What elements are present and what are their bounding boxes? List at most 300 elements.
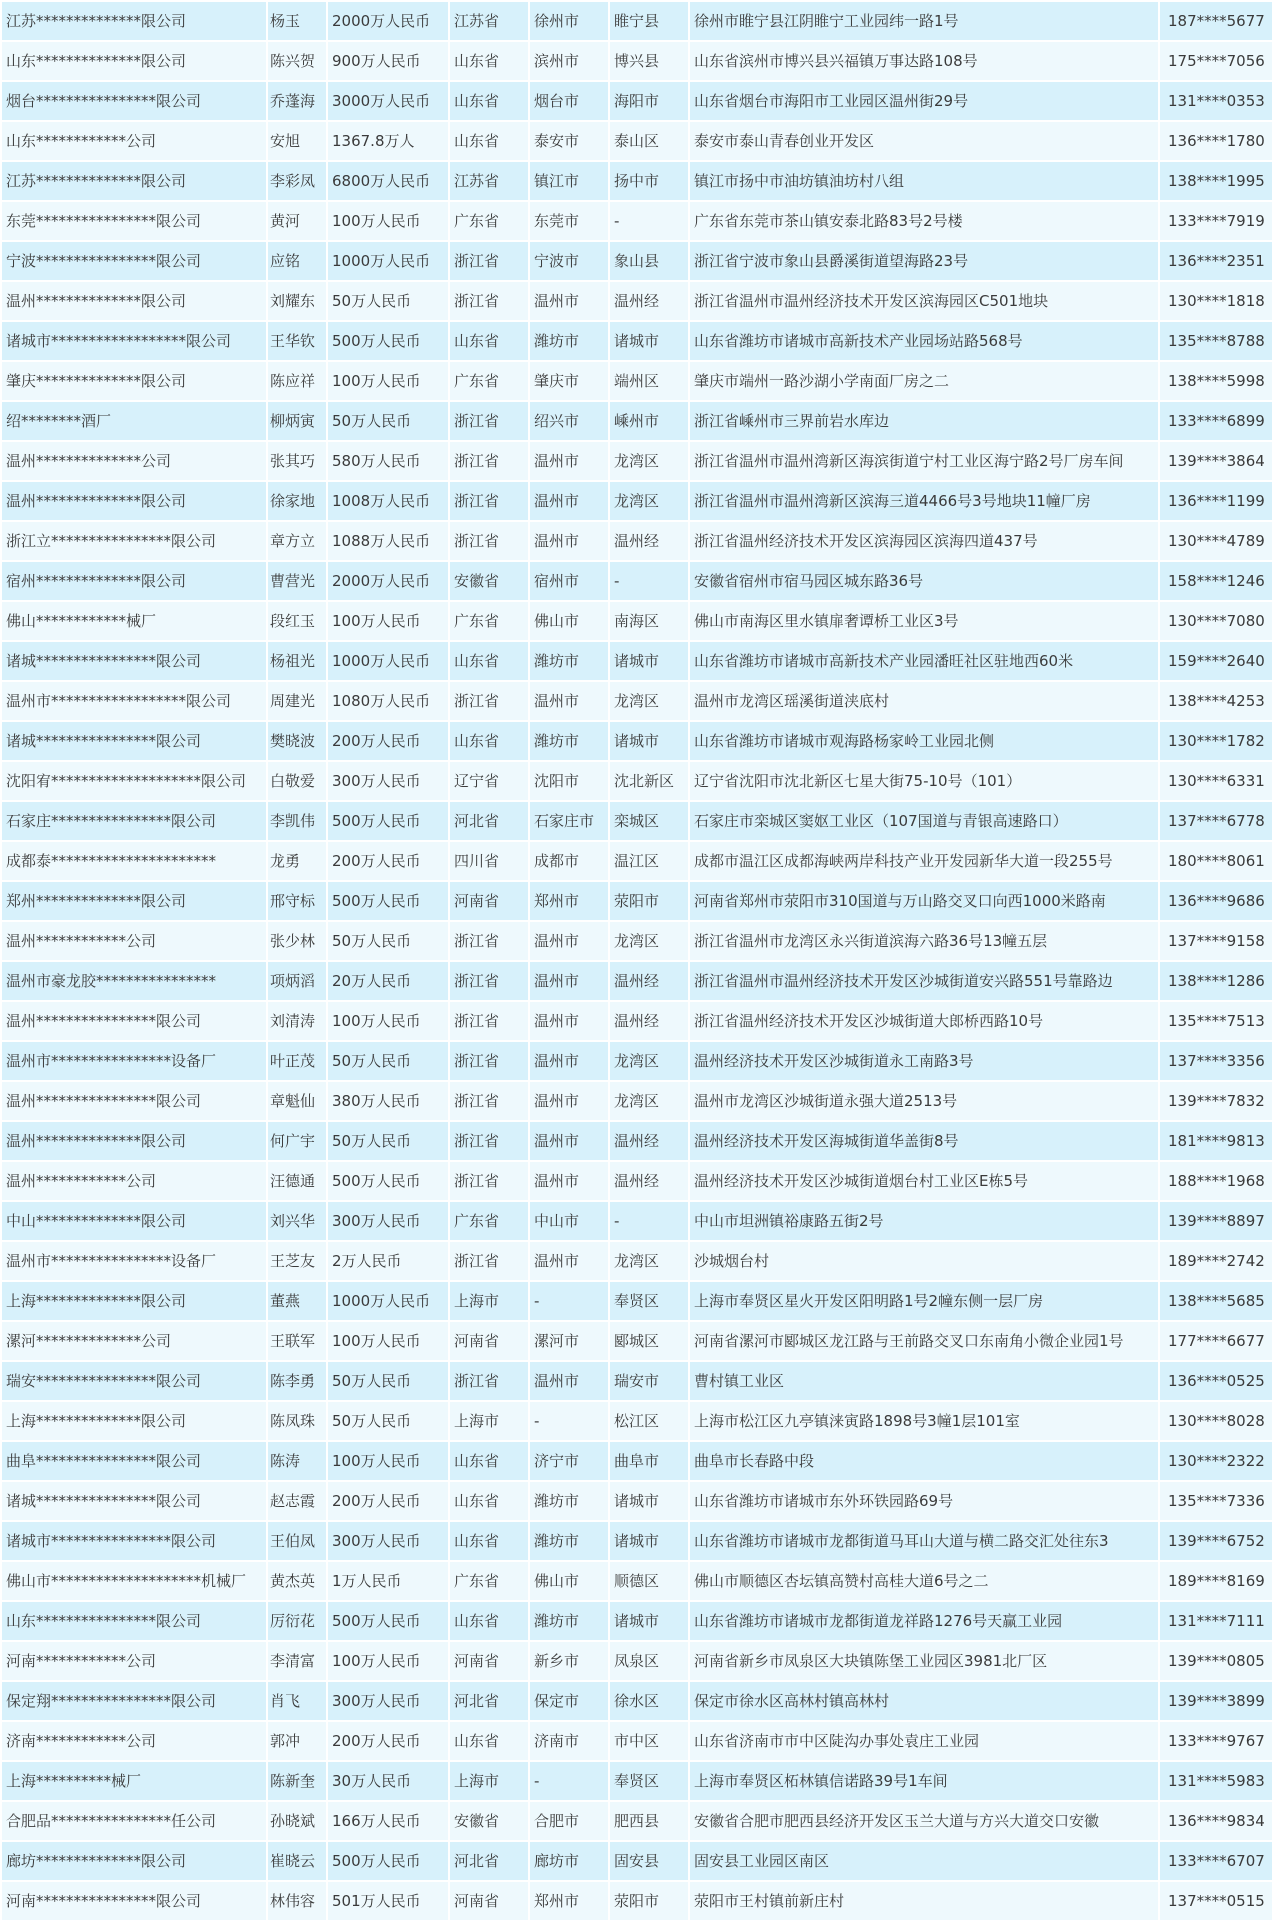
legal-rep-cell: 厉衍花 <box>267 1601 327 1641</box>
legal-rep-cell: 崔晓云 <box>267 1841 327 1881</box>
district-cell: 荥阳市 <box>609 881 689 921</box>
phone-cell: 137****9158 <box>1159 921 1273 961</box>
company-name-cell: 温州**************限公司 <box>1 481 267 521</box>
company-name-cell: 温州市****************设备厂 <box>1 1041 267 1081</box>
city-cell: 泰安市 <box>529 121 609 161</box>
registered-capital-cell: 100万人民币 <box>327 201 449 241</box>
city-cell: 镇江市 <box>529 161 609 201</box>
address-cell: 山东省潍坊市诸城市龙都街道马耳山大道与横二路交汇处往东3 <box>689 1521 1159 1561</box>
company-name-cell: 东莞****************限公司 <box>1 201 267 241</box>
phone-cell: 181****9813 <box>1159 1121 1273 1161</box>
table-row <box>1 1121 1273 1161</box>
province-cell: 山东省 <box>449 641 529 681</box>
company-name-cell: 江苏**************限公司 <box>1 1 267 41</box>
province-cell: 上海市 <box>449 1401 529 1441</box>
table-row <box>1 1801 1273 1841</box>
city-cell: 温州市 <box>529 1121 609 1161</box>
phone-cell: 136****1199 <box>1159 481 1273 521</box>
table-row <box>1 1641 1273 1681</box>
phone-cell: 188****1968 <box>1159 1161 1273 1201</box>
legal-rep-cell: 林伟容 <box>267 1881 327 1921</box>
province-cell: 江苏省 <box>449 161 529 201</box>
legal-rep-cell: 杨祖光 <box>267 641 327 681</box>
registered-capital-cell: 6800万人民币 <box>327 161 449 201</box>
table-row <box>1 1441 1273 1481</box>
registered-capital-cell: 50万人民币 <box>327 401 449 441</box>
province-cell: 浙江省 <box>449 281 529 321</box>
address-cell: 浙江省嵊州市三界前岩水库边 <box>689 401 1159 441</box>
legal-rep-cell: 章方立 <box>267 521 327 561</box>
company-name-cell: 山东************公司 <box>1 121 267 161</box>
legal-rep-cell: 段红玉 <box>267 601 327 641</box>
address-cell: 安徽省合肥市肥西县经济开发区玉兰大道与方兴大道交口安徽 <box>689 1801 1159 1841</box>
city-cell: 潍坊市 <box>529 321 609 361</box>
phone-cell: 136****0525 <box>1159 1361 1273 1401</box>
district-cell: 曲阜市 <box>609 1441 689 1481</box>
address-cell: 上海市奉贤区星火开发区阳明路1号2幢东侧一层厂房 <box>689 1281 1159 1321</box>
city-cell: 成都市 <box>529 841 609 881</box>
phone-cell: 133****7919 <box>1159 201 1273 241</box>
district-cell: 荥阳市 <box>609 1881 689 1921</box>
phone-cell: 135****8788 <box>1159 321 1273 361</box>
address-cell: 广东省东莞市茶山镇安泰北路83号2号楼 <box>689 201 1159 241</box>
address-cell: 山东省潍坊市诸城市高新技术产业园场站路568号 <box>689 321 1159 361</box>
phone-cell: 139****3899 <box>1159 1681 1273 1721</box>
province-cell: 广东省 <box>449 361 529 401</box>
table-row <box>1 1681 1273 1721</box>
province-cell: 广东省 <box>449 1561 529 1601</box>
city-cell: 东莞市 <box>529 201 609 241</box>
address-cell: 河南省新乡市凤泉区大块镇陈堡工业园区3981北厂区 <box>689 1641 1159 1681</box>
province-cell: 浙江省 <box>449 961 529 1001</box>
legal-rep-cell: 陈新奎 <box>267 1761 327 1801</box>
province-cell: 浙江省 <box>449 1001 529 1041</box>
address-cell: 上海市松江区九亭镇涞寅路1898号3幢1层101室 <box>689 1401 1159 1441</box>
district-cell: 温州经 <box>609 961 689 1001</box>
registered-capital-cell: 500万人民币 <box>327 1161 449 1201</box>
company-name-cell: 河南****************限公司 <box>1 1881 267 1921</box>
province-cell: 河南省 <box>449 1321 529 1361</box>
table-row <box>1 521 1273 561</box>
table-row <box>1 481 1273 521</box>
district-cell: 顺德区 <box>609 1561 689 1601</box>
phone-cell: 139****6752 <box>1159 1521 1273 1561</box>
legal-rep-cell: 李彩凤 <box>267 161 327 201</box>
table-row <box>1 801 1273 841</box>
company-name-cell: 诸城市******************限公司 <box>1 321 267 361</box>
table-row <box>1 1721 1273 1761</box>
province-cell: 山东省 <box>449 1521 529 1561</box>
legal-rep-cell: 刘耀东 <box>267 281 327 321</box>
province-cell: 浙江省 <box>449 1041 529 1081</box>
phone-cell: 189****2742 <box>1159 1241 1273 1281</box>
company-name-cell: 烟台****************限公司 <box>1 81 267 121</box>
phone-cell: 130****2322 <box>1159 1441 1273 1481</box>
registered-capital-cell: 1000万人民币 <box>327 1281 449 1321</box>
address-cell: 浙江省温州经济技术开发区沙城街道大郎桥西路10号 <box>689 1001 1159 1041</box>
phone-cell: 139****7832 <box>1159 1081 1273 1121</box>
district-cell: 博兴县 <box>609 41 689 81</box>
address-cell: 浙江省温州经济技术开发区滨海园区滨海四道437号 <box>689 521 1159 561</box>
company-name-cell: 上海**************限公司 <box>1 1281 267 1321</box>
legal-rep-cell: 郭冲 <box>267 1721 327 1761</box>
legal-rep-cell: 叶正茂 <box>267 1041 327 1081</box>
company-name-cell: 温州************公司 <box>1 1161 267 1201</box>
legal-rep-cell: 刘兴华 <box>267 1201 327 1241</box>
company-name-cell: 诸城****************限公司 <box>1 1481 267 1521</box>
district-cell: - <box>609 201 689 241</box>
district-cell: 南海区 <box>609 601 689 641</box>
phone-cell: 130****7080 <box>1159 601 1273 641</box>
legal-rep-cell: 杨玉 <box>267 1 327 41</box>
registered-capital-cell: 2000万人民币 <box>327 1 449 41</box>
city-cell: 郑州市 <box>529 881 609 921</box>
phone-cell: 136****9834 <box>1159 1801 1273 1841</box>
phone-cell: 138****4253 <box>1159 681 1273 721</box>
phone-cell: 189****8169 <box>1159 1561 1273 1601</box>
district-cell: 扬中市 <box>609 161 689 201</box>
table-row <box>1 321 1273 361</box>
registered-capital-cell: 100万人民币 <box>327 361 449 401</box>
city-cell: 济南市 <box>529 1721 609 1761</box>
city-cell: 温州市 <box>529 1041 609 1081</box>
company-name-cell: 温州************公司 <box>1 921 267 961</box>
registered-capital-cell: 200万人民币 <box>327 721 449 761</box>
district-cell: 沈北新区 <box>609 761 689 801</box>
registered-capital-cell: 30万人民币 <box>327 1761 449 1801</box>
table-row <box>1 1001 1273 1041</box>
phone-cell: 158****1246 <box>1159 561 1273 601</box>
table-row <box>1 1841 1273 1881</box>
address-cell: 荥阳市王村镇前新庄村 <box>689 1881 1159 1921</box>
district-cell: 固安县 <box>609 1841 689 1881</box>
table-row <box>1 961 1273 1001</box>
district-cell: 龙湾区 <box>609 1241 689 1281</box>
district-cell: 睢宁县 <box>609 1 689 41</box>
city-cell: 温州市 <box>529 1001 609 1041</box>
phone-cell: 138****5998 <box>1159 361 1273 401</box>
province-cell: 浙江省 <box>449 1361 529 1401</box>
phone-cell: 130****1818 <box>1159 281 1273 321</box>
province-cell: 山东省 <box>449 41 529 81</box>
legal-rep-cell: 王伯凤 <box>267 1521 327 1561</box>
city-cell: 廊坊市 <box>529 1841 609 1881</box>
address-cell: 佛山市顺德区杏坛镇高赞村高桂大道6号之二 <box>689 1561 1159 1601</box>
legal-rep-cell: 黄杰英 <box>267 1561 327 1601</box>
registered-capital-cell: 1万人民币 <box>327 1561 449 1601</box>
city-cell: 潍坊市 <box>529 721 609 761</box>
district-cell: - <box>609 561 689 601</box>
legal-rep-cell: 徐家地 <box>267 481 327 521</box>
company-name-cell: 济南************公司 <box>1 1721 267 1761</box>
province-cell: 河南省 <box>449 1881 529 1921</box>
company-name-cell: 温州市****************设备厂 <box>1 1241 267 1281</box>
district-cell: 龙湾区 <box>609 1081 689 1121</box>
city-cell: 保定市 <box>529 1681 609 1721</box>
city-cell: 温州市 <box>529 921 609 961</box>
district-cell: 肥西县 <box>609 1801 689 1841</box>
address-cell: 曹村镇工业区 <box>689 1361 1159 1401</box>
registered-capital-cell: 900万人民币 <box>327 41 449 81</box>
legal-rep-cell: 乔蓬海 <box>267 81 327 121</box>
address-cell: 浙江省温州市温州湾新区滨海三道4466号3号地块11幢厂房 <box>689 481 1159 521</box>
company-name-cell: 合肥品****************任公司 <box>1 1801 267 1841</box>
legal-rep-cell: 陈应祥 <box>267 361 327 401</box>
address-cell: 成都市温江区成都海峡两岸科技产业开发园新华大道一段255号 <box>689 841 1159 881</box>
province-cell: 山东省 <box>449 1481 529 1521</box>
table-row <box>1 1081 1273 1121</box>
legal-rep-cell: 邢守标 <box>267 881 327 921</box>
registered-capital-cell: 100万人民币 <box>327 1641 449 1681</box>
address-cell: 河南省漯河市郾城区龙江路与王前路交叉口东南角小微企业园1号 <box>689 1321 1159 1361</box>
address-cell: 沙城烟台村 <box>689 1241 1159 1281</box>
address-cell: 浙江省温州市温州湾新区海滨街道宁村工业区海宁路2号厂房车间 <box>689 441 1159 481</box>
phone-cell: 139****8897 <box>1159 1201 1273 1241</box>
table-row <box>1 1561 1273 1601</box>
table-row <box>1 1241 1273 1281</box>
phone-cell: 136****2351 <box>1159 241 1273 281</box>
table-row <box>1 121 1273 161</box>
address-cell: 浙江省温州市温州经济技术开发区沙城街道安兴路551号靠路边 <box>689 961 1159 1001</box>
legal-rep-cell: 王联军 <box>267 1321 327 1361</box>
province-cell: 浙江省 <box>449 1241 529 1281</box>
registered-capital-cell: 500万人民币 <box>327 321 449 361</box>
registered-capital-cell: 166万人民币 <box>327 1801 449 1841</box>
address-cell: 徐州市睢宁县江阴睢宁工业园纬一路1号 <box>689 1 1159 41</box>
address-cell: 山东省潍坊市诸城市高新技术产业园潘旺社区驻地西60米 <box>689 641 1159 681</box>
phone-cell: 180****8061 <box>1159 841 1273 881</box>
registered-capital-cell: 300万人民币 <box>327 1681 449 1721</box>
phone-cell: 133****6899 <box>1159 401 1273 441</box>
address-cell: 山东省烟台市海阳市工业园区温州街29号 <box>689 81 1159 121</box>
table-row <box>1 1281 1273 1321</box>
city-cell: 中山市 <box>529 1201 609 1241</box>
company-name-cell: 沈阳宥********************限公司 <box>1 761 267 801</box>
address-cell: 河南省郑州市荥阳市310国道与万山路交叉口向西1000米路南 <box>689 881 1159 921</box>
registered-capital-cell: 3000万人民币 <box>327 81 449 121</box>
district-cell: 松江区 <box>609 1401 689 1441</box>
company-name-cell: 山东**************限公司 <box>1 41 267 81</box>
company-name-cell: 上海**********械厂 <box>1 1761 267 1801</box>
legal-rep-cell: 赵志霞 <box>267 1481 327 1521</box>
legal-rep-cell: 孙晓斌 <box>267 1801 327 1841</box>
table-row <box>1 1 1273 41</box>
company-name-cell: 肇庆**************限公司 <box>1 361 267 401</box>
company-name-cell: 温州**************限公司 <box>1 1121 267 1161</box>
address-cell: 曲阜市长春路中段 <box>689 1441 1159 1481</box>
district-cell: 龙湾区 <box>609 481 689 521</box>
registered-capital-cell: 500万人民币 <box>327 1601 449 1641</box>
table-row <box>1 1761 1273 1801</box>
company-name-cell: 诸城****************限公司 <box>1 641 267 681</box>
address-cell: 山东省济南市市中区陡沟办事处袁庄工业园 <box>689 1721 1159 1761</box>
phone-cell: 137****3356 <box>1159 1041 1273 1081</box>
district-cell: 龙湾区 <box>609 681 689 721</box>
province-cell: 河南省 <box>449 1641 529 1681</box>
district-cell: 温州经 <box>609 281 689 321</box>
phone-cell: 138****1995 <box>1159 161 1273 201</box>
company-name-cell: 上海**************限公司 <box>1 1401 267 1441</box>
district-cell: 泰山区 <box>609 121 689 161</box>
district-cell: 凤泉区 <box>609 1641 689 1681</box>
city-cell: 潍坊市 <box>529 1521 609 1561</box>
registered-capital-cell: 200万人民币 <box>327 841 449 881</box>
address-cell: 佛山市南海区里水镇扉奢谭桥工业区3号 <box>689 601 1159 641</box>
registered-capital-cell: 1008万人民币 <box>327 481 449 521</box>
company-name-cell: 山东****************限公司 <box>1 1601 267 1641</box>
registered-capital-cell: 100万人民币 <box>327 601 449 641</box>
city-cell: 温州市 <box>529 1241 609 1281</box>
table-row <box>1 161 1273 201</box>
registered-capital-cell: 500万人民币 <box>327 881 449 921</box>
phone-cell: 131****0353 <box>1159 81 1273 121</box>
address-cell: 肇庆市端州一路沙湖小学南面厂房之二 <box>689 361 1159 401</box>
phone-cell: 130****6331 <box>1159 761 1273 801</box>
district-cell: 诸城市 <box>609 1601 689 1641</box>
phone-cell: 130****4789 <box>1159 521 1273 561</box>
table-row <box>1 1601 1273 1641</box>
legal-rep-cell: 张其巧 <box>267 441 327 481</box>
company-name-cell: 诸城****************限公司 <box>1 721 267 761</box>
legal-rep-cell: 项炳滔 <box>267 961 327 1001</box>
address-cell: 浙江省温州市龙湾区永兴街道滨海六路36号13幢五层 <box>689 921 1159 961</box>
company-name-cell: 瑞安****************限公司 <box>1 1361 267 1401</box>
city-cell: 佛山市 <box>529 601 609 641</box>
province-cell: 安徽省 <box>449 1801 529 1841</box>
legal-rep-cell: 柳炳寅 <box>267 401 327 441</box>
city-cell: 温州市 <box>529 681 609 721</box>
province-cell: 浙江省 <box>449 481 529 521</box>
city-cell: 温州市 <box>529 1361 609 1401</box>
district-cell: 诸城市 <box>609 321 689 361</box>
legal-rep-cell: 陈兴贺 <box>267 41 327 81</box>
company-name-cell: 石家庄****************限公司 <box>1 801 267 841</box>
company-name-cell: 廊坊**************限公司 <box>1 1841 267 1881</box>
legal-rep-cell: 陈李勇 <box>267 1361 327 1401</box>
city-cell: 温州市 <box>529 1081 609 1121</box>
legal-rep-cell: 肖飞 <box>267 1681 327 1721</box>
company-name-cell: 浙江立****************限公司 <box>1 521 267 561</box>
legal-rep-cell: 安旭 <box>267 121 327 161</box>
province-cell: 河北省 <box>449 1681 529 1721</box>
city-cell: 温州市 <box>529 481 609 521</box>
province-cell: 浙江省 <box>449 1081 529 1121</box>
legal-rep-cell: 白敬爱 <box>267 761 327 801</box>
city-cell: 宁波市 <box>529 241 609 281</box>
registered-capital-cell: 2万人民币 <box>327 1241 449 1281</box>
company-name-cell: 佛山市********************机械厂 <box>1 1561 267 1601</box>
address-cell: 山东省潍坊市诸城市观海路杨家岭工业园北侧 <box>689 721 1159 761</box>
address-cell: 上海市奉贤区柘林镇信诺路39号1车间 <box>689 1761 1159 1801</box>
province-cell: 浙江省 <box>449 921 529 961</box>
phone-cell: 136****9686 <box>1159 881 1273 921</box>
address-cell: 浙江省温州市温州经济技术开发区滨海园区C501地块 <box>689 281 1159 321</box>
address-cell: 温州经济技术开发区沙城街道烟台村工业区E栋5号 <box>689 1161 1159 1201</box>
city-cell: 温州市 <box>529 441 609 481</box>
city-cell: 潍坊市 <box>529 1601 609 1641</box>
table-row <box>1 641 1273 681</box>
address-cell: 山东省滨州市博兴县兴福镇万事达路108号 <box>689 41 1159 81</box>
company-name-cell: 温州****************限公司 <box>1 1081 267 1121</box>
province-cell: 山东省 <box>449 1721 529 1761</box>
district-cell: 海阳市 <box>609 81 689 121</box>
legal-rep-cell: 张少林 <box>267 921 327 961</box>
legal-rep-cell: 李凯伟 <box>267 801 327 841</box>
table-row <box>1 241 1273 281</box>
company-name-cell: 宿州**************限公司 <box>1 561 267 601</box>
company-name-cell: 江苏**************限公司 <box>1 161 267 201</box>
city-cell: 漯河市 <box>529 1321 609 1361</box>
address-cell: 温州市龙湾区沙城街道永强大道2513号 <box>689 1081 1159 1121</box>
company-name-cell: 诸城市****************限公司 <box>1 1521 267 1561</box>
city-cell: 烟台市 <box>529 81 609 121</box>
district-cell: 奉贤区 <box>609 1281 689 1321</box>
district-cell: 诸城市 <box>609 1481 689 1521</box>
table-row <box>1 561 1273 601</box>
phone-cell: 175****7056 <box>1159 41 1273 81</box>
registered-capital-cell: 300万人民币 <box>327 1521 449 1561</box>
district-cell: 温州经 <box>609 521 689 561</box>
phone-cell: 138****5685 <box>1159 1281 1273 1321</box>
table-row <box>1 1401 1273 1441</box>
company-name-cell: 郑州**************限公司 <box>1 881 267 921</box>
city-cell: 合肥市 <box>529 1801 609 1841</box>
table-row <box>1 1321 1273 1361</box>
city-cell: 温州市 <box>529 281 609 321</box>
city-cell: 徐州市 <box>529 1 609 41</box>
table-row <box>1 201 1273 241</box>
table-row <box>1 41 1273 81</box>
city-cell: 滨州市 <box>529 41 609 81</box>
table-row <box>1 361 1273 401</box>
legal-rep-cell: 曹营光 <box>267 561 327 601</box>
company-name-cell: 保定翔****************限公司 <box>1 1681 267 1721</box>
registered-capital-cell: 50万人民币 <box>327 281 449 321</box>
registered-capital-cell: 200万人民币 <box>327 1721 449 1761</box>
company-name-cell: 漯河**************公司 <box>1 1321 267 1361</box>
city-cell: - <box>529 1281 609 1321</box>
province-cell: 山东省 <box>449 1441 529 1481</box>
province-cell: 河北省 <box>449 1841 529 1881</box>
company-name-cell: 温州**************公司 <box>1 441 267 481</box>
table-row <box>1 1481 1273 1521</box>
registered-capital-cell: 50万人民币 <box>327 921 449 961</box>
phone-cell: 131****7111 <box>1159 1601 1273 1641</box>
registered-capital-cell: 380万人民币 <box>327 1081 449 1121</box>
phone-cell: 130****8028 <box>1159 1401 1273 1441</box>
district-cell: 瑞安市 <box>609 1361 689 1401</box>
city-cell: 沈阳市 <box>529 761 609 801</box>
table-row <box>1 1161 1273 1201</box>
legal-rep-cell: 周建光 <box>267 681 327 721</box>
district-cell: 诸城市 <box>609 1521 689 1561</box>
district-cell: 龙湾区 <box>609 441 689 481</box>
registered-capital-cell: 1088万人民币 <box>327 521 449 561</box>
province-cell: 浙江省 <box>449 1121 529 1161</box>
registered-capital-cell: 200万人民币 <box>327 1481 449 1521</box>
registered-capital-cell: 100万人民币 <box>327 1001 449 1041</box>
district-cell: 象山县 <box>609 241 689 281</box>
address-cell: 温州经济技术开发区沙城街道永工南路3号 <box>689 1041 1159 1081</box>
address-cell: 温州市龙湾区瑶溪街道浃底村 <box>689 681 1159 721</box>
address-cell: 浙江省宁波市象山县爵溪街道望海路23号 <box>689 241 1159 281</box>
company-name-cell: 宁波****************限公司 <box>1 241 267 281</box>
legal-rep-cell: 刘清涛 <box>267 1001 327 1041</box>
legal-rep-cell: 陈涛 <box>267 1441 327 1481</box>
legal-rep-cell: 王芝友 <box>267 1241 327 1281</box>
registered-capital-cell: 500万人民币 <box>327 801 449 841</box>
table-row <box>1 921 1273 961</box>
